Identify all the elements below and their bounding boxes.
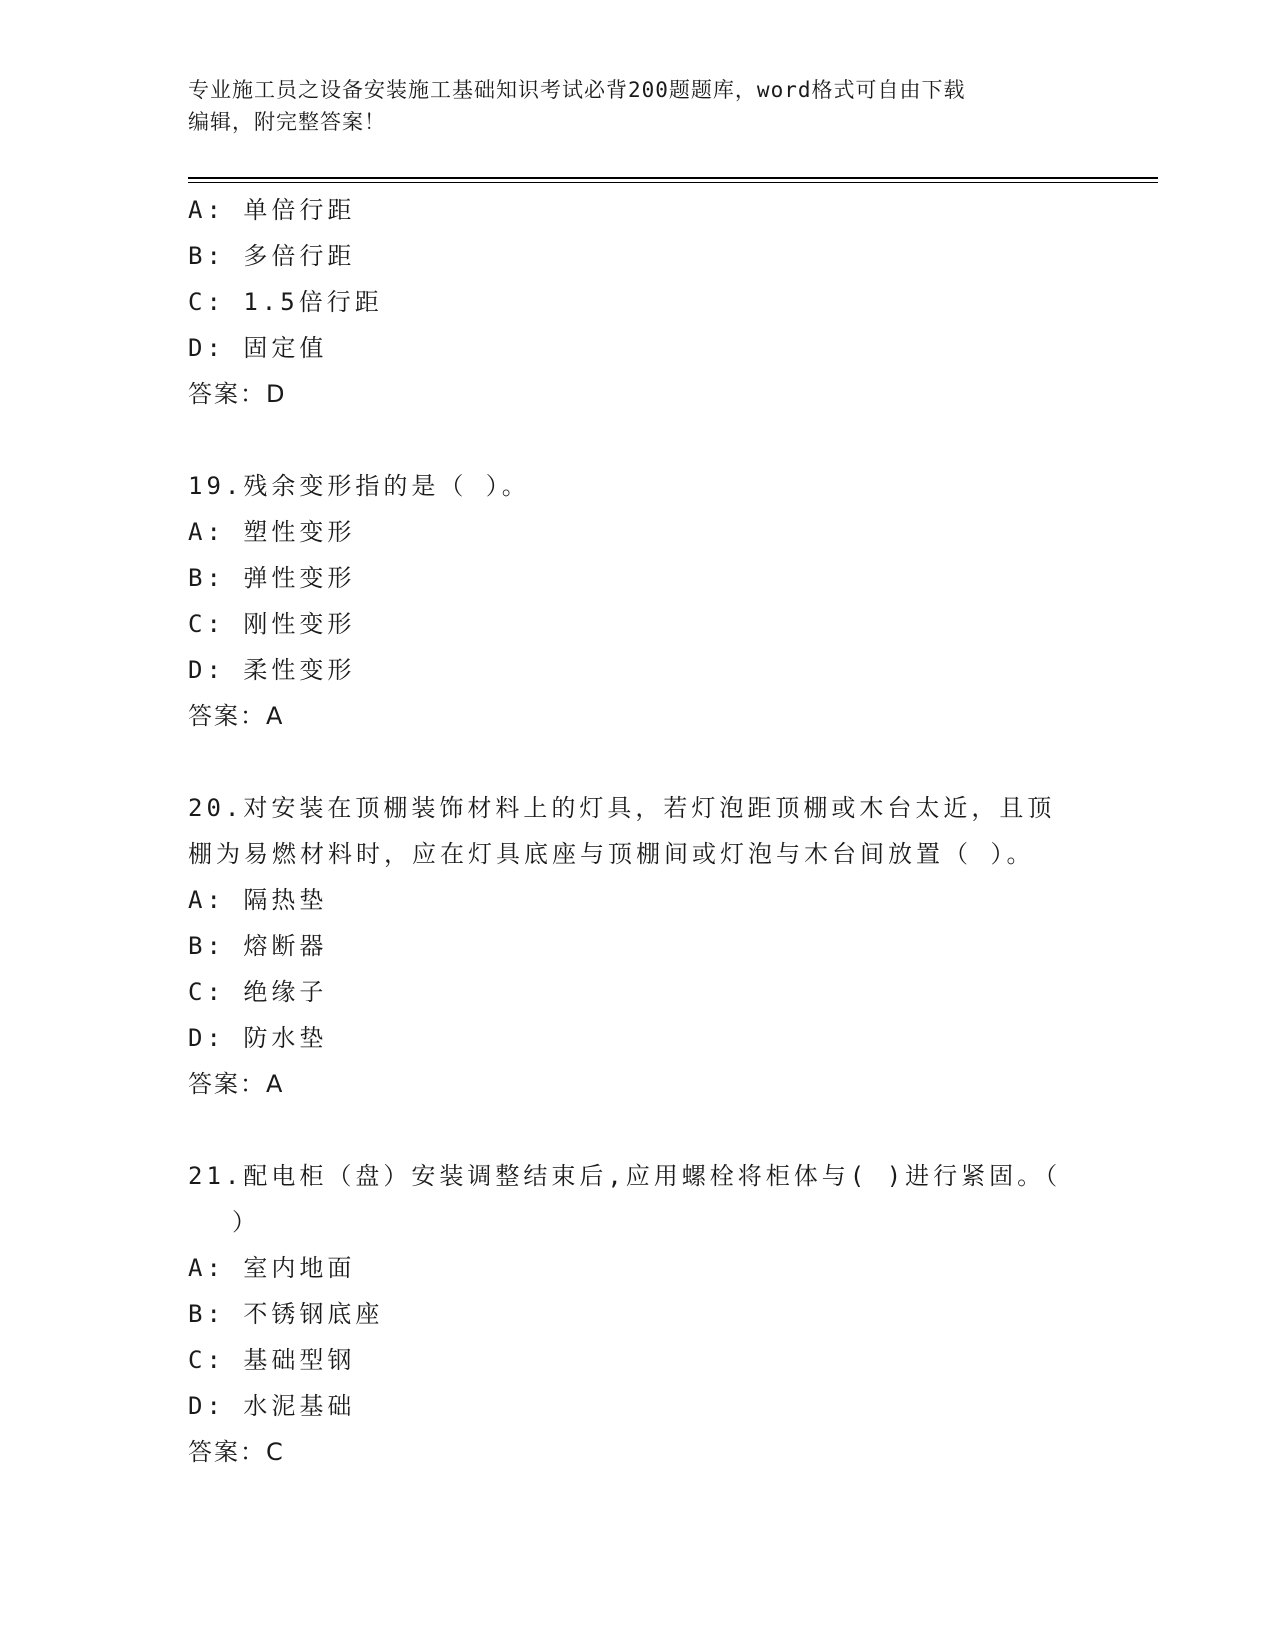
answer-line: 答案：C [188,1438,285,1466]
header-divider-thin [188,182,1158,183]
answer-line: 答案：A [188,702,285,730]
header-title-line-1: 专业施工员之设备安装施工基础知识考试必背200题题库，word格式可自由下载 [188,78,966,102]
option-b: B: 熔断器 [188,932,328,960]
option-c: C: 刚性变形 [188,610,356,638]
option-a: A: 室内地面 [188,1254,356,1282]
option-d: D: 固定值 [188,334,328,362]
option-a: A: 塑性变形 [188,518,356,546]
question-block-20 [188,785,1088,1107]
block-spacer [188,1107,1088,1153]
option-c: C: 基础型钢 [188,1346,356,1374]
header-divider-thick [188,177,1158,179]
header-title-line-2: 编辑，附完整答案！ [188,110,386,134]
question-text: 19.残余变形指的是（ ）。 [188,472,530,500]
answer-line: 答案：D [188,380,287,408]
option-c: C: 1.5倍行距 [188,288,383,316]
option-b: B: 弹性变形 [188,564,356,592]
question-block-19 [188,463,1088,739]
option-b: B: 不锈钢底座 [188,1300,384,1328]
question-text-line-1: 20.对安装在顶棚装饰材料上的灯具，若灯泡距顶棚或木台太近，且顶 [188,794,1056,822]
option-a: A: 隔热垫 [188,886,328,914]
option-b: B: 多倍行距 [188,242,356,270]
block-spacer [188,417,1088,463]
question-text-line-2: ） [232,1208,260,1236]
question-text-line-2: 棚为易燃材料时，应在灯具底座与顶棚间或灯泡与木台间放置（ ）。 [188,840,1035,868]
option-c: C: 绝缘子 [188,978,328,1006]
answer-line: 答案：A [188,1070,285,1098]
document-header [188,74,1088,138]
block-spacer [188,739,1088,785]
question-block-18 [188,187,1088,417]
question-text-line-1: 21.配电柜（盘）安装调整结束后,应用螺栓将柜体与( )进行紧固。（ [188,1162,1062,1190]
option-d: D: 水泥基础 [188,1392,356,1420]
option-d: D: 防水垫 [188,1024,328,1052]
option-d: D: 柔性变形 [188,656,356,684]
question-block-21 [188,1153,1088,1475]
option-a: A: 单倍行距 [188,196,356,224]
question-list [188,187,1088,1475]
